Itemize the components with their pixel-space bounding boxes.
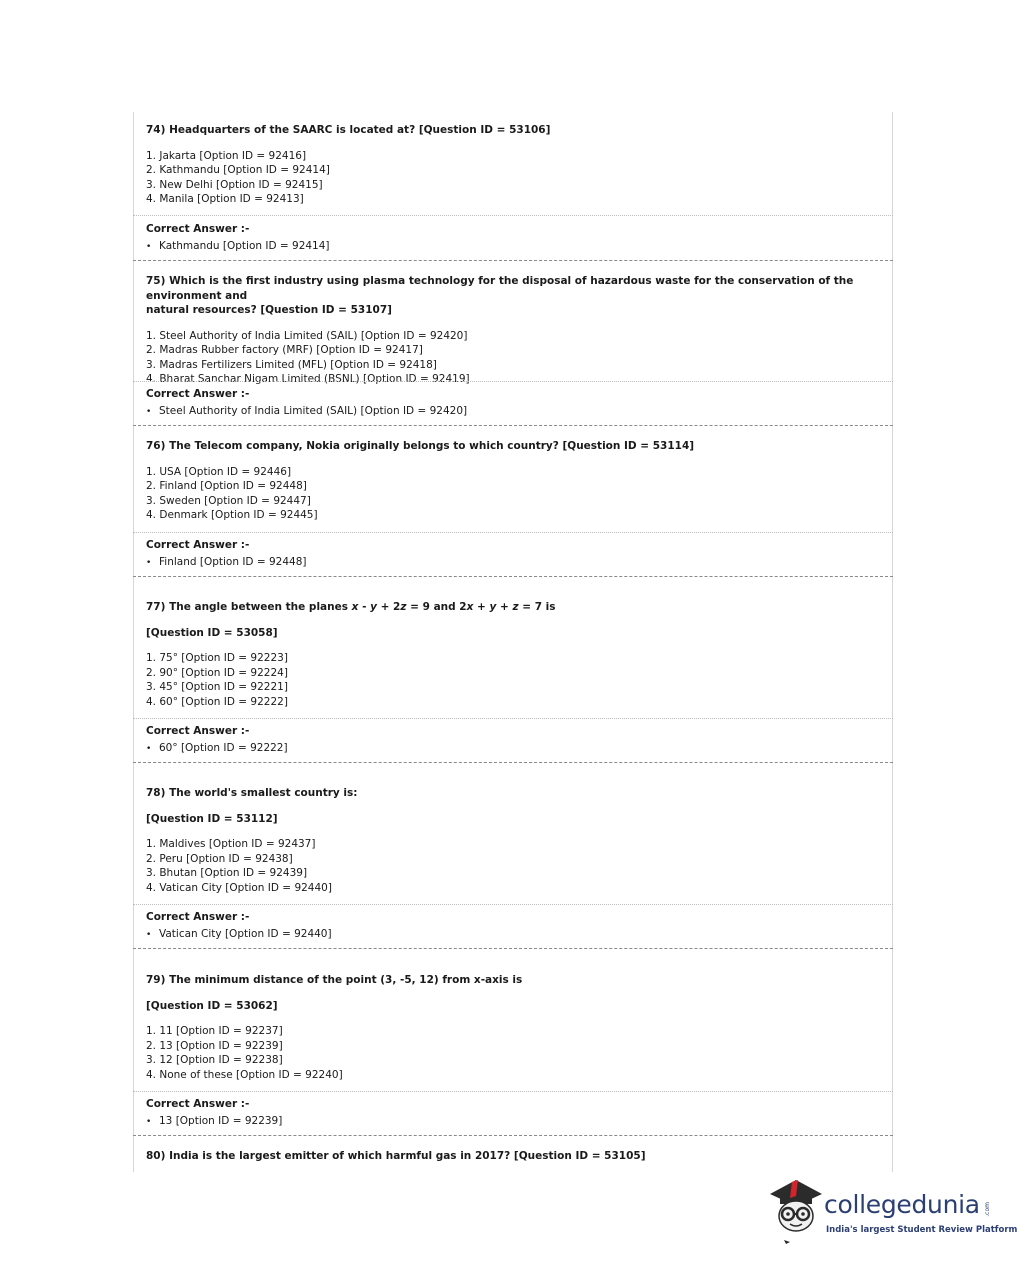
option: 1. Maldives [Option ID = 92437]: [146, 838, 316, 850]
option: 4. Denmark [Option ID = 92445]: [146, 509, 318, 522]
options-list: [146, 651, 882, 709]
bullet-icon: •: [146, 744, 152, 754]
option: 4. 60° [Option ID = 92222]: [146, 695, 288, 708]
mascot-icon: [766, 1176, 824, 1248]
option: 1. Steel Authority of India Limited (SAIL) [Option ID = 92420]: [146, 329, 468, 342]
divider: [133, 904, 893, 905]
question-80: [146, 1149, 882, 1164]
answer-74: [146, 222, 882, 254]
answer-label: Correct Answer :-: [146, 1098, 250, 1110]
math-op: + 2: [376, 601, 401, 613]
math-op: +: [473, 601, 490, 613]
question-title: 79) The minimum distance of the point (3, -5, 12) from x-axis is: [146, 974, 523, 986]
answer-label: Correct Answer :-: [146, 539, 250, 551]
answer-item: [146, 1114, 882, 1129]
question-76: [146, 439, 882, 523]
question-74: [146, 123, 882, 207]
math-op: +: [496, 601, 513, 613]
question-title: 78) The world's smallest country is:: [146, 787, 358, 799]
bullet-icon: •: [146, 558, 152, 568]
question-78: [146, 786, 882, 895]
question-75: [146, 274, 882, 387]
option: 2. 13 [Option ID = 92239]: [146, 1039, 283, 1052]
divider: [133, 1091, 893, 1092]
answer-text: Finland [Option ID = 92448]: [159, 556, 307, 568]
divider: [133, 381, 893, 382]
option: 1. 11 [Option ID = 92237]: [146, 1025, 283, 1037]
answer-item: [146, 927, 882, 942]
answer-77: [146, 724, 882, 756]
answer-79: [146, 1097, 882, 1129]
math-var: z: [512, 601, 519, 613]
answer-label: Correct Answer :-: [146, 388, 250, 400]
answer-label: Correct Answer :-: [146, 911, 250, 923]
answer-item: [146, 555, 882, 570]
question-title-line: 75) Which is the first industry using plasma technology for the disposal of hazardous waste for the conservation of the environment and: [146, 275, 854, 302]
math-var: y: [370, 601, 377, 613]
question-title: 76) The Telecom company, Nokia originally belongs to which country? [Question ID = 53114]: [146, 440, 695, 452]
answer-item: [146, 404, 882, 419]
bullet-icon: •: [146, 930, 152, 940]
option: 3. 12 [Option ID = 92238]: [146, 1054, 283, 1067]
brand-suffix: .com: [984, 1202, 991, 1217]
question-title-line: natural resources? [Question ID = 53107]: [146, 304, 392, 316]
bullet-icon: •: [146, 407, 152, 417]
question-separator: [133, 576, 893, 577]
question-title: [146, 274, 882, 318]
question-title: 74) Headquarters of the SAARC is located at? [Question ID = 53106]: [146, 124, 551, 136]
option: 4. Vatican City [Option ID = 92440]: [146, 881, 332, 894]
divider: [133, 718, 893, 719]
bullet-icon: •: [146, 242, 152, 252]
options-list: [146, 149, 882, 207]
math-op: -: [358, 601, 371, 613]
math-var: x: [466, 601, 474, 613]
option: 3. Madras Fertilizers Limited (MFL) [Option ID = 92418]: [146, 358, 437, 371]
math-var: z: [400, 601, 407, 613]
question-separator: [133, 1135, 893, 1136]
answer-item: [146, 239, 882, 254]
option: 1. 75° [Option ID = 92223]: [146, 652, 288, 664]
option: 2. Finland [Option ID = 92448]: [146, 480, 307, 493]
question-79: [146, 973, 882, 1082]
option: 3. Bhutan [Option ID = 92439]: [146, 867, 308, 880]
answer-76: [146, 538, 882, 570]
divider: [133, 532, 893, 533]
option: 4. Bharat Sanchar Nigam Limited (BSNL) [Option ID = 92419]: [146, 373, 470, 386]
question-77: [146, 600, 882, 709]
options-list: [146, 465, 882, 523]
answer-label: Correct Answer :-: [146, 725, 250, 737]
option: 3. 45° [Option ID = 92221]: [146, 681, 288, 694]
divider: [133, 215, 893, 216]
math-op: = 9 and 2: [406, 601, 467, 613]
options-list: [146, 1024, 882, 1082]
answer-text: 60° [Option ID = 92222]: [159, 742, 288, 754]
option: 3. New Delhi [Option ID = 92415]: [146, 178, 323, 191]
question-id: [Question ID = 53062]: [146, 999, 278, 1012]
option: 1. USA [Option ID = 92446]: [146, 465, 292, 478]
math-var: x: [351, 601, 359, 613]
math-op: = 7 is: [518, 601, 556, 613]
option: 2. 90° [Option ID = 92224]: [146, 666, 288, 679]
math-var: y: [489, 601, 497, 613]
answer-text: 13 [Option ID = 92239]: [159, 1115, 283, 1127]
option: 1. Jakarta [Option ID = 92416]: [146, 149, 307, 162]
question-separator: [133, 425, 893, 426]
question-id: [Question ID = 53112]: [146, 812, 278, 825]
options-list: [146, 837, 882, 895]
brand-name: collegedunia: [824, 1190, 980, 1219]
question-title: [146, 600, 882, 615]
answer-78: [146, 910, 882, 942]
option: 2. Kathmandu [Option ID = 92414]: [146, 164, 330, 177]
answer-75: [146, 387, 882, 419]
bullet-icon: •: [146, 1117, 152, 1127]
answer-item: [146, 741, 882, 756]
question-separator: [133, 260, 893, 261]
question-separator: [133, 762, 893, 763]
question-title: 80) India is the largest emitter of which harmful gas in 2017? [Question ID = 53105]: [146, 1150, 646, 1162]
options-list: [146, 329, 882, 387]
answer-text: Vatican City [Option ID = 92440]: [159, 928, 332, 940]
option: 2. Peru [Option ID = 92438]: [146, 852, 293, 865]
option: 2. Madras Rubber factory (MRF) [Option ID = 92417]: [146, 344, 423, 357]
collegedunia-logo: [766, 1176, 1018, 1248]
question-id: [Question ID = 53058]: [146, 626, 278, 639]
answer-label: Correct Answer :-: [146, 223, 250, 235]
option: 3. Sweden [Option ID = 92447]: [146, 494, 311, 507]
title-text: 77) The angle between the planes: [146, 601, 352, 613]
option: 4. Manila [Option ID = 92413]: [146, 193, 304, 206]
answer-text: Kathmandu [Option ID = 92414]: [159, 240, 330, 252]
answer-text: Steel Authority of India Limited (SAIL) [Option ID = 92420]: [159, 405, 468, 417]
brand-tagline: India's largest Student Review Platform: [826, 1225, 1018, 1235]
question-separator: [133, 948, 893, 949]
option: 4. None of these [Option ID = 92240]: [146, 1068, 343, 1081]
